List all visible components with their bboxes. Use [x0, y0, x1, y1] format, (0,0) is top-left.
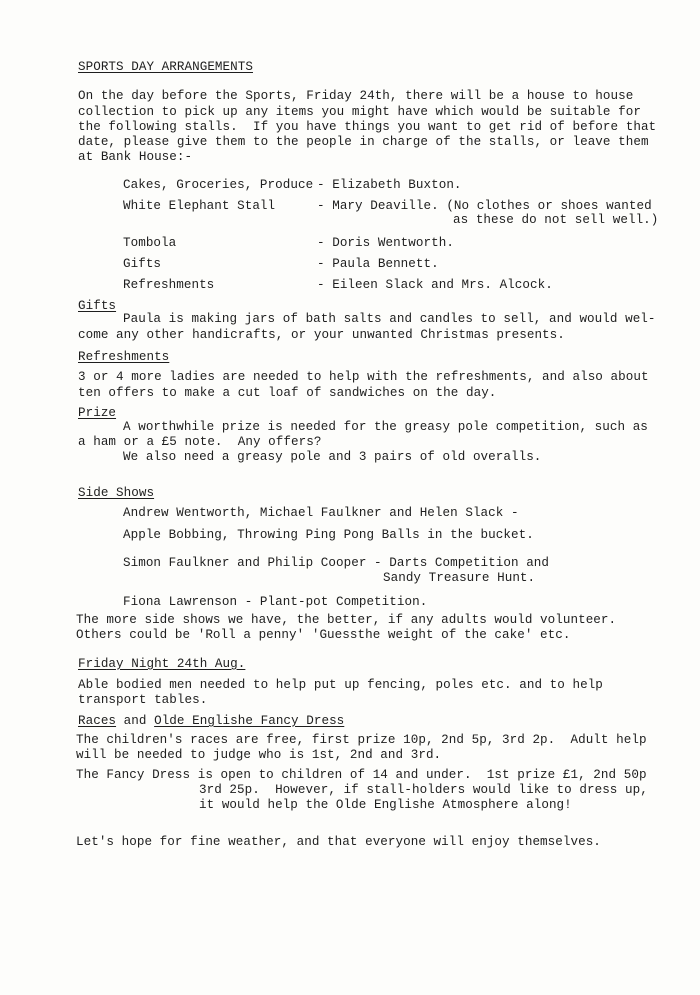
refreshments-line: 3 or 4 more ladies are needed to help with the refreshments, and also about: [78, 370, 649, 384]
stall-name: Gifts: [123, 257, 162, 271]
side-shows-line: Simon Faulkner and Philip Cooper - Darts Competition and: [123, 556, 550, 570]
stall-person: - Doris Wentworth.: [317, 236, 454, 250]
section-heading-friday-night: Friday Night 24th Aug.: [78, 657, 246, 671]
stall-person: - Mary Deaville. (No clothes or shoes wanted: [317, 199, 652, 213]
side-shows-line: Fiona Lawrenson - Plant-pot Competition.: [123, 595, 428, 609]
closing-line: Let's hope for fine weather, and that everyone will enjoy themselves.: [76, 835, 601, 849]
stall-name: Refreshments: [123, 278, 215, 292]
refreshments-line: ten offers to make a cut loaf of sandwiches on the day.: [78, 386, 497, 400]
races-line: The children's races are free, first prize 10p, 2nd 5p, 3rd 2p. Adult help: [76, 733, 647, 747]
prize-line: a ham or a £5 note. Any offers?: [78, 435, 322, 449]
stall-person-note: as these do not sell well.): [453, 213, 659, 227]
intro-line: collection to pick up any items you might have which would be suitable for: [78, 105, 641, 119]
races-heading-part: Races: [78, 714, 117, 728]
races-line: will be needed to judge who is 1st, 2nd and 3rd.: [76, 748, 442, 762]
section-heading-gifts: Gifts: [78, 299, 117, 313]
section-heading-refreshments: Refreshments: [78, 350, 170, 364]
stall-person: - Eileen Slack and Mrs. Alcock.: [317, 278, 553, 292]
side-shows-line: Apple Bobbing, Throwing Ping Pong Balls in the bucket.: [123, 528, 534, 542]
section-heading-races: [78, 713, 344, 729]
prize-line: A worthwhile prize is needed for the greasy pole competition, such as: [123, 420, 648, 434]
stall-name: Tombola: [123, 236, 177, 250]
side-shows-line: Andrew Wentworth, Michael Faulkner and Helen Slack -: [123, 506, 519, 520]
gifts-line: Paula is making jars of bath salts and candles to sell, and would wel-: [123, 312, 656, 326]
side-shows-line: The more side shows we have, the better, if any adults would volunteer.: [76, 613, 617, 627]
side-shows-line: Others could be 'Roll a penny' 'Guessthe weight of the cake' etc.: [76, 628, 571, 642]
fancy-dress-heading-part: Olde Englishe Fancy Dress: [154, 714, 345, 728]
side-shows-line: Sandy Treasure Hunt.: [383, 571, 536, 585]
intro-line: the following stalls. If you have things you want to get rid of before that: [78, 120, 657, 134]
intro-line: at Bank House:-: [78, 150, 193, 164]
page-title: SPORTS DAY ARRANGEMENTS: [78, 60, 253, 74]
prize-line: We also need a greasy pole and 3 pairs of old overalls.: [123, 450, 542, 464]
intro-line: On the day before the Sports, Friday 24th, there will be a house to house: [78, 89, 634, 103]
races-line: it would help the Olde Englishe Atmosphere along!: [199, 798, 572, 812]
races-line: 3rd 25p. However, if stall-holders would like to dress up,: [199, 783, 648, 797]
stall-name: Cakes, Groceries, Produce: [123, 178, 314, 192]
gifts-line: come any other handicrafts, or your unwanted Christmas presents.: [78, 328, 565, 342]
stall-person: - Paula Bennett.: [317, 257, 439, 271]
stall-name: White Elephant Stall: [123, 199, 276, 213]
section-heading-prize: Prize: [78, 406, 117, 420]
friday-line: transport tables.: [78, 693, 208, 707]
races-heading-joiner: and: [123, 714, 147, 728]
friday-line: Able bodied men needed to help put up fencing, poles etc. and to help: [78, 678, 603, 692]
section-heading-side-shows: Side Shows: [78, 486, 155, 500]
races-line: The Fancy Dress is open to children of 14 and under. 1st prize £1, 2nd 50p: [76, 768, 647, 782]
stall-person: - Elizabeth Buxton.: [317, 178, 462, 192]
intro-line: date, please give them to the people in charge of the stalls, or leave them: [78, 135, 649, 149]
